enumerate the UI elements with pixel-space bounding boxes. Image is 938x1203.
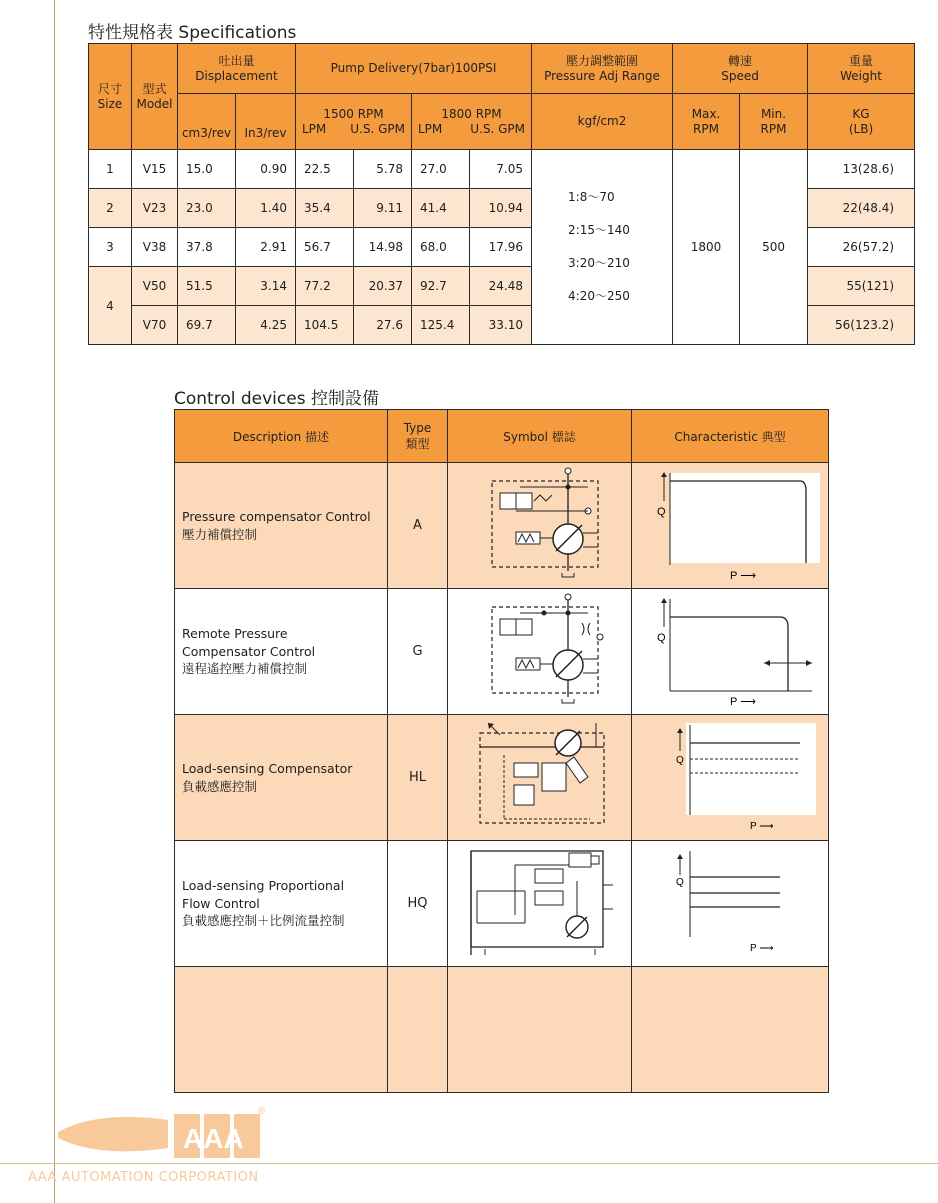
model-header: 型式 Model: [132, 44, 178, 150]
control-row-hq: Load-sensing Proportional Flow Control 負載感應控制＋比例流量控制 HQ Q P ⟶: [175, 841, 829, 967]
type-header: Type 類型: [388, 410, 448, 463]
control-row-a: Pressure compensator Control 壓力補償控制 A Q P ⟶: [175, 463, 829, 589]
characteristic-header: Characteristic 典型: [632, 410, 829, 463]
svg-text:Q: Q: [676, 876, 684, 888]
rpm1800-header: 1800 RPM LPM U.S. GPM: [412, 94, 532, 150]
table-row: V70 69.7 4.25 104.5 27.6 125.4 33.10 56(123.2): [89, 306, 915, 345]
min-rpm-header: Min. RPM: [740, 94, 808, 150]
pressure-range-cell: 1:8～70 2:15～140 3:20～210 4:20～250: [532, 150, 673, 345]
in3-header: In3/rev: [236, 94, 296, 150]
control-row-g: Remote Pressure Compensator Control 遠程遙控壓力補償控制 G Q P ⟶: [175, 589, 829, 715]
svg-text:AAA: AAA: [183, 1123, 244, 1154]
max-rpm-header: Max. RPM: [673, 94, 740, 150]
description-cell: Load-sensing Proportional Flow Control 負載感應控制＋比例流量控制: [175, 841, 388, 967]
table-row: 1 V15 15.0 0.90 22.5 5.78 27.0 7.05 1:8～70 2:15～140 3:20～210 4:20～250 1800 500 13(28.6): [89, 150, 915, 189]
svg-text:P ⟶: P ⟶: [750, 942, 774, 954]
svg-text:Q: Q: [676, 754, 684, 766]
table-row: 3 V38 37.8 2.91 56.7 14.98 68.0 17.96 26(57.2): [89, 228, 915, 267]
size-header: 尺寸 Size: [89, 44, 132, 150]
characteristic-chart-g: [632, 589, 829, 715]
table-row: 2 V23 23.0 1.40 35.4 9.11 41.4 10.94 22(48.4): [89, 189, 915, 228]
svg-text:Q: Q: [657, 631, 666, 644]
kg-header: KG (LB): [808, 94, 915, 150]
weight-header: 重量 Weight: [808, 44, 915, 94]
characteristic-chart-hq: [632, 841, 829, 967]
speed-header: 轉速 Speed: [673, 44, 808, 94]
max-rpm-value: 1800: [673, 150, 740, 345]
hydraulic-symbol-hl: [448, 715, 632, 841]
left-margin-rule: [54, 0, 55, 1203]
control-devices-title: Control devices 控制設備: [174, 389, 379, 409]
hydraulic-symbol-a: [448, 463, 632, 589]
svg-text:P ⟶: P ⟶: [750, 820, 774, 832]
description-cell: Remote Pressure Compensator Control 遠程遙控壓力補償控制: [175, 589, 388, 715]
svg-text:®: ®: [258, 1106, 266, 1117]
description-cell: Load-sensing Compensator 負載感應控制: [175, 715, 388, 841]
symbol-header: Symbol 標誌: [448, 410, 632, 463]
svg-text:P ⟶: P ⟶: [730, 569, 756, 582]
rpm1500-header: 1500 RPM LPM U.S. GPM: [296, 94, 412, 150]
hydraulic-symbol-g: [448, 589, 632, 715]
spec-table: [88, 43, 915, 345]
pressure-header: 壓力調整範圍 Pressure Adj Range: [532, 44, 673, 94]
control-row-empty: [175, 967, 829, 1093]
table-row: 4 V50 51.5 3.14 77.2 20.37 92.7 24.48 55(121): [89, 267, 915, 306]
hydraulic-symbol-hq: [448, 841, 632, 967]
displacement-header: 吐出量 Displacement: [178, 44, 296, 94]
spec-title: 特性規格表 Specifications: [88, 23, 297, 43]
company-logo: [58, 1106, 268, 1170]
description-header: Description 描述: [175, 410, 388, 463]
kgf-header: kgf/cm2: [532, 94, 673, 150]
svg-text:Q: Q: [657, 505, 666, 518]
description-cell: Pressure compensator Control 壓力補償控制: [175, 463, 388, 589]
control-row-hl: Load-sensing Compensator 負載感應控制 HL Q P ⟶: [175, 715, 829, 841]
characteristic-chart-a: [632, 463, 829, 589]
svg-text:P ⟶: P ⟶: [730, 695, 756, 708]
characteristic-chart-hl: [632, 715, 829, 841]
control-devices-table: [174, 409, 829, 1093]
company-name: AAA AUTOMATION CORPORATION: [28, 1170, 259, 1185]
cm3-header: cm3/rev: [178, 94, 236, 150]
min-rpm-value: 500: [740, 150, 808, 345]
delivery-header: Pump Delivery(7bar)100PSI: [296, 44, 532, 94]
